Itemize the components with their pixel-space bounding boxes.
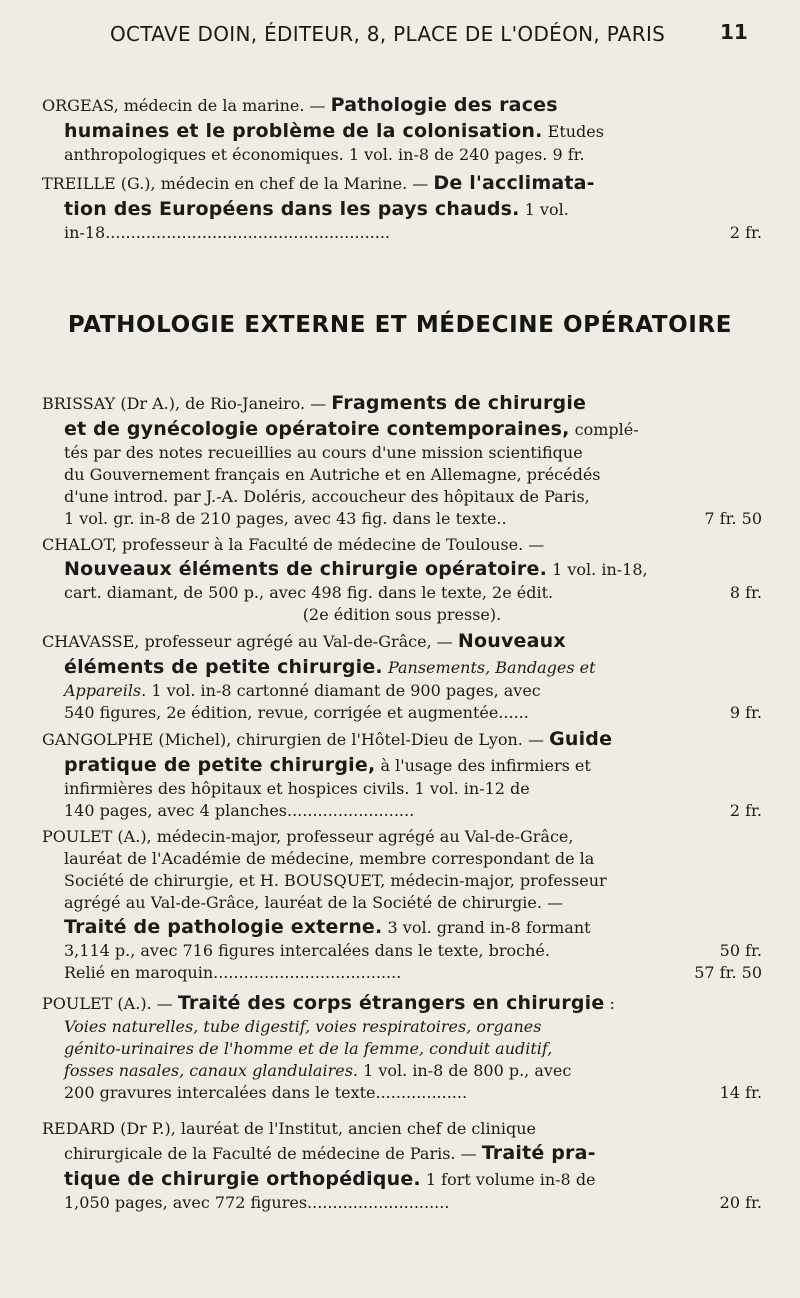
author-name: CHALOT [42, 535, 112, 554]
price: 2 fr. [724, 800, 762, 822]
author-name: BRISSAY [42, 394, 116, 413]
price: 7 fr. 50 [698, 508, 762, 530]
catalogue-entry-redard: REDARD (Dr P.), lauréat de l'Institut, ancien chef de clinique chirurgicale de la Faculté de médecine de Paris. — Traité pra- tique de chirurgie orthopédique. 1 fort volume in-8 de 1,050 pages, avec 772 figures............................ 20 fr. [42, 1119, 762, 1212]
price: 8 fr. [724, 582, 762, 604]
price: 2 fr. [724, 222, 762, 244]
price: 9 fr. [724, 702, 762, 724]
running-header [0, 10, 800, 60]
author-name: POULET [42, 994, 113, 1013]
publisher-line: OCTAVE DOIN, ÉDITEUR, 8, PLACE DE L'ODÉON, PARIS [110, 22, 666, 46]
price: 14 fr. [714, 1082, 762, 1104]
book-title: et de gynécologie opératoire contemporaines, [64, 418, 570, 440]
author-name: REDARD [42, 1119, 115, 1138]
author-name: CHAVASSE [42, 632, 135, 651]
price: 57 fr. 50 [688, 962, 762, 984]
author-name: POULET [42, 827, 113, 846]
book-title: Nouveaux [457, 630, 566, 652]
book-title: Traité de pathologie externe. [64, 916, 383, 938]
book-title: tion des Européens dans les pays chauds. [64, 198, 520, 220]
book-title: éléments de petite chirurgie. [64, 656, 383, 678]
catalogue-entry-brissay: BRISSAY (Dr A.), de Rio-Janeiro. — Fragments de chirurgie et de gynécologie opératoire contemporaines, complé- tés par des notes recueillies au cours d'une mission scientifique du Gouvernement français en Autriche et en Allemagne, précédés d'une introd. par J.-A. Doléris, accoucheur des hôpitaux de Paris, 1 vol. gr. in-8 de 210 pages, avec 43 fig. dans le texte.. 7 fr. 50 [42, 392, 762, 528]
book-title: Nouveaux éléments de chirurgie opératoire. [64, 558, 548, 580]
catalogue-entry-poulet-bousquet: POULET (A.), médecin-major, professeur agrégé au Val-de-Grâce, lauréat de l'Académie de médecine, membre correspondant de la Société de chirurgie, et H. BOUSQUET, médecin-major, professeur agrégé au Val-de-Grâce, lauréat de la Société de chirurgie. — Traité de pathologie externe. 3 vol. grand in-8 formant 3,114 p., avec 716 figures intercalées dans le texte, broché. 50 fr. Relié en maroquin..................................... 57 fr. 50 [42, 827, 762, 982]
book-title: pratique de petite chirurgie, [64, 754, 376, 776]
catalogue-entry-chalot: CHALOT, professeur à la Faculté de médecine de Toulouse. — Nouveaux éléments de chirurgie opératoire. 1 vol. in-18, cart. diamant, de 500 p., avec 498 fig. dans le texte, 2e édit. 8 fr. (2e édition sous presse). [42, 535, 762, 624]
catalogue-entry-poulet-corps-etrangers: POULET (A.). — Traité des corps étrangers en chirurgie : Voies naturelles, tube digestif, voies respiratoires, organes génito-urinaires de l'homme et de la femme, conduit auditif, fosses nasales, canaux glandulaires. 1 vol. in-8 de 800 p., avec 200 gravures intercalées dans le texte.................. 14 fr. [42, 992, 762, 1102]
book-title: humaines et le problème de la colonisation. [64, 120, 543, 142]
book-title: Traité des corps étrangers en chirurgie [177, 992, 605, 1014]
price: 20 fr. [714, 1192, 762, 1214]
book-title: Traité pra- [481, 1142, 596, 1164]
section-heading: PATHOLOGIE EXTERNE ET MÉDECINE OPÉRATOIRE [67, 312, 733, 338]
book-title: tique de chirurgie orthopédique. [64, 1168, 421, 1190]
catalogue-entry-treille: TREILLE (G.), médecin en chef de la Marine. — De l'acclimata- tion des Européens dans les pays chauds. 1 vol. in-18........................................................ 2 fr. [42, 172, 762, 242]
book-title: Fragments de chirurgie [331, 392, 587, 414]
catalogue-entry-gangolphe: GANGOLPHE (Michel), chirurgien de l'Hôtel-Dieu de Lyon. — Guide pratique de petite chirurgie, à l'usage des infirmiers et infirmières des hôpitaux et hospices civils. 1 vol. in-12 de 140 pages, avec 4 planches......................... 2 fr. [42, 728, 762, 820]
price: 50 fr. [714, 940, 762, 962]
book-title: Pathologie des races [330, 94, 558, 116]
book-title: De l'acclimata- [433, 172, 595, 194]
page-number: 11 [720, 20, 748, 44]
catalogue-entry-chavasse: CHAVASSE, professeur agrégé au Val-de-Grâce, — Nouveaux éléments de petite chirurgie. Pansements, Bandages et Appareils. 1 vol. in-8 cartonné diamant de 900 pages, avec 540 figures, 2e édition, revue, corrigée et augmentée...... 9 fr. [42, 630, 762, 722]
author-name: GANGOLPHE [42, 730, 154, 749]
book-title: Guide [549, 728, 613, 750]
catalogue-entry-orgeas: ORGEAS, médecin de la marine. — Pathologie des races humaines et le problème de la colonisation. Etudes anthropologiques et économiques. 1 vol. in-8 de 240 pages. 9 fr. [42, 94, 604, 164]
